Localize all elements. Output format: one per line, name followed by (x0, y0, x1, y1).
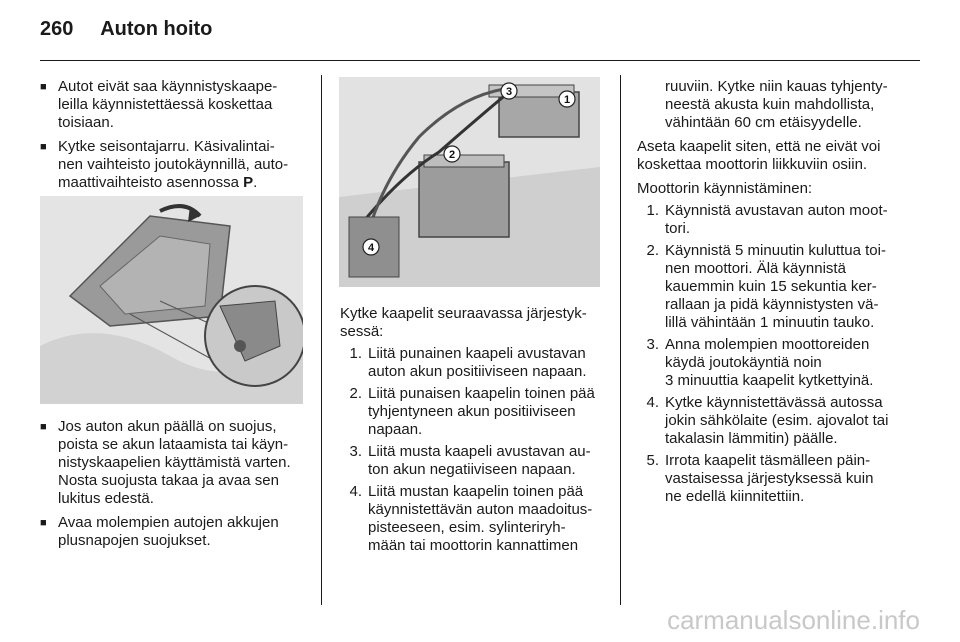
column-2 (340, 305, 605, 555)
connect-step: 3. Liitä musta kaapeli avustavan au- ton akun negatiiviseen napaan. (349, 443, 591, 478)
start-step: 5. Irrota kaapelit täsmälleen päin- vastaisessa järjestyksessä kuin ne edellä kiinnitettiin. (646, 452, 874, 505)
battery-cover-figure (40, 196, 303, 404)
connect-step: 4. Liitä mustan kaapelin toinen pää käynnistettävän auton maadoitus- pisteeseen, esim. sylinteriryh- mään tai moottorin kannattimen (349, 483, 593, 554)
start-step: 3. Anna molempien moottoreiden käydä joutokäyntiä noin 3 minuuttia kaapelit kytkettyinä. (646, 336, 874, 389)
callout-4: 4 (368, 242, 375, 254)
connect-step: 1. Liitä punainen kaapeli avustavan auton akun positiiviseen napaan. (349, 345, 587, 380)
step-4-continued: ruuviin. Kytke niin kauas tyhjenty- neestä akusta kuin mahdollista, vähintään 60 cm etäisyydelle. (665, 78, 888, 131)
start-engine-heading: Moottorin käynnistäminen: (637, 180, 813, 197)
header-rule (40, 60, 920, 61)
start-step: 4. Kytke käynnistettävässä autossa jokin sähkölaite (esim. ajovalot tai takalasin lämmitin) päälle. (646, 394, 889, 447)
connect-intro: Kytke kaapelit seuraavassa järjestyk- sessä: (340, 305, 587, 340)
page-title: Auton hoito (100, 18, 213, 40)
column-1-bottom (40, 418, 308, 550)
callout-3: 3 (506, 86, 513, 98)
column-1-top (40, 78, 308, 192)
page-number: 260 (40, 18, 74, 40)
cable-placement-note: Aseta kaapelit siten, että ne eivät voi koskettaa moottorin liikkuviin osiin. (637, 138, 881, 173)
connect-step: 2. Liitä punaisen kaapelin toinen pää tyhjentyneen akun positiiviseen napaan. (349, 385, 595, 438)
column-divider-2 (620, 75, 621, 605)
jump-start-figure (339, 77, 600, 287)
bullet-open-covers: ■ Avaa molempien autojen akkujen plusnapojen suojukset. (40, 514, 308, 550)
bullet-battery-cover: ■ Jos auton akun päällä on suojus, poista se akun lataamista tai käyn- nistyskaapelien käyttämistä varten. Nosta suojusta takaa ja avaa sen lukitus edestä. (40, 418, 308, 508)
column-divider-1 (321, 75, 322, 605)
page-header (40, 18, 212, 41)
callout-1: 1 (564, 94, 571, 106)
gear-p-label: P (243, 174, 254, 191)
column-3 (637, 78, 907, 506)
connect-steps (340, 345, 605, 555)
watermark: carmanualsonline.info (667, 605, 920, 635)
start-step: 1. Käynnistä avustavan auton moot- tori. (646, 202, 888, 237)
callout-2: 2 (449, 149, 456, 161)
start-step: 2. Käynnistä 5 minuutin kuluttua toi- nen moottori. Älä käynnistä kauemmin kuin 15 sekuntia ker- rallaan ja pidä käynnistysten vä- lillä vähintään 1 minuutin tauko. (646, 242, 886, 331)
bullet-cables-no-touch: ■ Autot eivät saa käynnistyskaape- leilla käynnistettäessä koskettaa toisiaan. (40, 78, 308, 132)
bullet-parking-brake: ■ Kytke seisontajarru. Käsivalintai- nen vaihteisto joutokäynnillä, auto- maattivaihteisto asennossa P. (40, 138, 308, 192)
start-steps (637, 202, 907, 506)
